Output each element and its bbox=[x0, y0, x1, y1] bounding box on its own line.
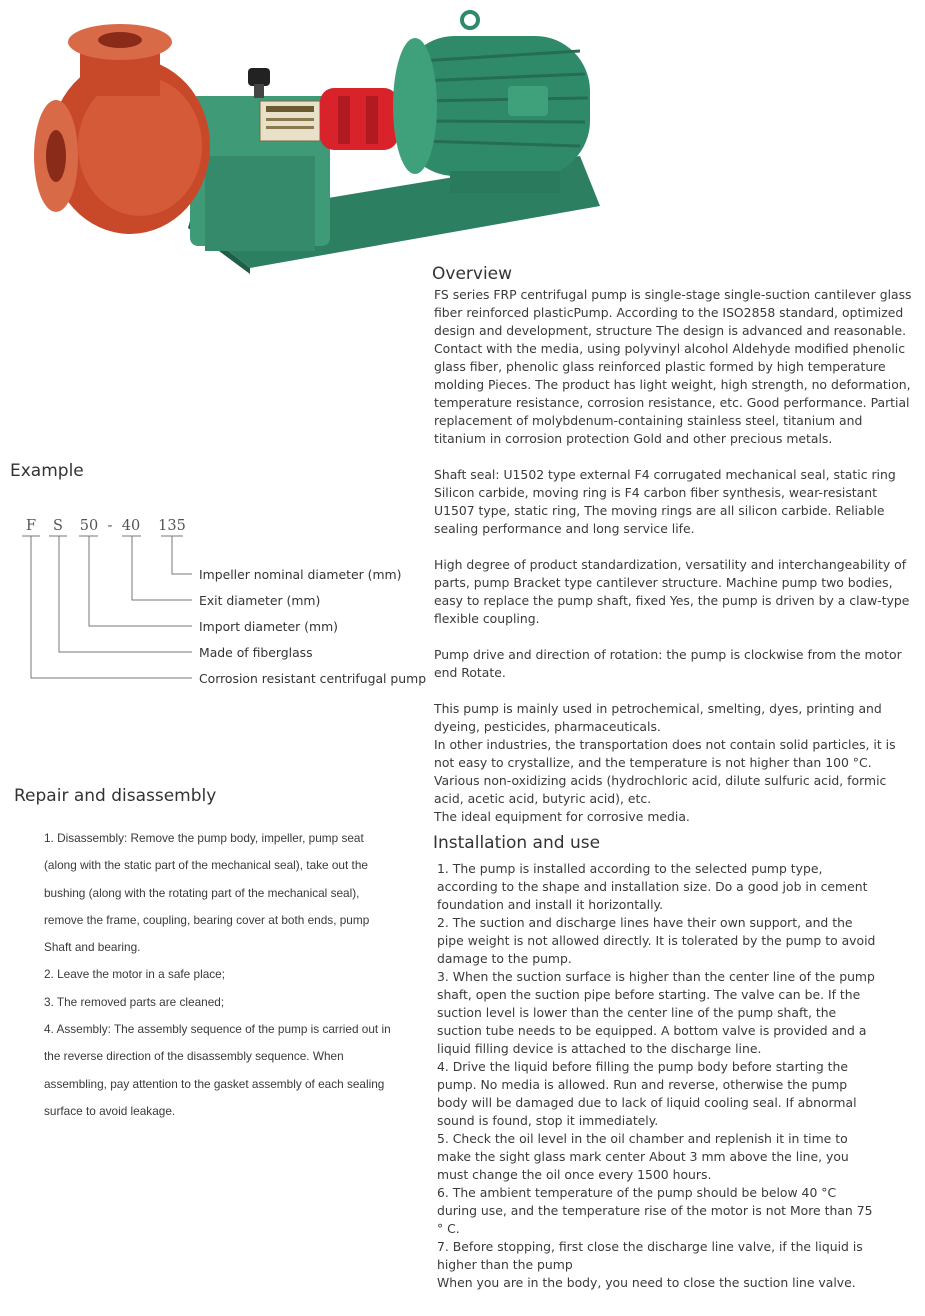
installation-item: 4. Drive the liquid before filling the pump body before starting the pump. No media is allowed. Run and reverse, otherwise the pump body will be damaged due to lack of liquid cooling seal. If abnormal sound is found, stop it immediately. bbox=[437, 1059, 857, 1128]
installation-heading: Installation and use bbox=[433, 833, 601, 853]
repair-text bbox=[44, 825, 394, 1125]
overview-paragraph: Shaft seal: U1502 type external F4 corrugated mechanical seal, static ring Silicon carbide, moving ring is F4 carbon fiber synthesis, wear-resistant U1507 type, static ring, The moving rings are all silicon carbide. Reliable sealing performance and long service life. bbox=[434, 467, 896, 536]
label-pump-type: Corrosion resistant centrifugal pump bbox=[199, 671, 427, 686]
installation-item: 6. The ambient temperature of the pump should be below 40 °C during use, and the temperature rise of the motor is not More than 75 ° C. bbox=[437, 1185, 873, 1236]
label-import-diameter: Import diameter (mm) bbox=[199, 619, 338, 634]
code-letter-s: S bbox=[53, 518, 63, 534]
overview-paragraph: High degree of product standardization, versatility and interchangeability of parts, pump Bracket type cantilever structure. Machine pump two bodies, easy to replace the pump shaft, fixed Yes, the pump is driven by a claw-type flexible coupling. bbox=[434, 557, 910, 626]
code-outlet: 40 bbox=[121, 518, 141, 534]
repair-item: 4. Assembly: The assembly sequence of the pump is carried out in the reverse direction of the disassembly sequence. When assembling, pay attention to the gasket assembly of each sealing surface to avoid leakage. bbox=[44, 1022, 391, 1118]
usage-line: The ideal equipment for corrosive media. bbox=[434, 809, 690, 824]
overview-paragraph: Pump drive and direction of rotation: the pump is clockwise from the motor end Rotate. bbox=[434, 647, 902, 680]
installation-item: 7. Before stopping, first close the discharge line valve, if the liquid is higher than the pump bbox=[437, 1239, 863, 1272]
code-letter-f: F bbox=[25, 518, 37, 534]
installation-item: 3. When the suction surface is higher than the center line of the pump shaft, open the suction pipe before starting. The valve can be. If the suction level is lower than the center line of the pump shaft, the suction tube needs to be equipped. A bottom valve is provided and a liquid filling device is attached to the discharge line. bbox=[437, 969, 875, 1056]
overview-heading: Overview bbox=[432, 264, 513, 284]
model-code-diagram bbox=[0, 505, 430, 705]
overview-paragraph: FS series FRP centrifugal pump is single-stage single-suction cantilever glass fiber reinforced plasticPump. According to the ISO2858 standard, optimized design and development, structure The design is advanced and reasonable. Contact with the media, using polyvinyl alcohol Aldehyde modified phenolic glass fiber, phenolic glass reinforced plastic formed by high temperature molding Pieces. The product has light weight, high strength, no deformation, temperature resistance, corrosion resistance, etc. Good performance. Partial replacement of molybdenum-containing stainless steel, titanium and titanium in corrosion protection Gold and other precious metals. bbox=[434, 287, 912, 446]
installation-item: 2. The suction and discharge lines have their own support, and the pipe weight is not allowed directly. It is tolerated by the pump to avoid damage to the pump. bbox=[437, 915, 876, 966]
installation-item: 1. The pump is installed according to the selected pump type, according to the shape and installation size. Do a good job in cement foundation and install it horizontally. bbox=[437, 861, 868, 912]
usage-line: Various non-oxidizing acids (hydrochloric acid, dilute sulfuric acid, formic acid, acetic acid, butyric acid), etc. bbox=[434, 773, 887, 806]
label-impeller-diameter: Impeller nominal diameter (mm) bbox=[199, 567, 402, 582]
label-material: Made of fiberglass bbox=[199, 645, 313, 660]
overview-text bbox=[434, 286, 912, 826]
repair-heading: Repair and disassembly bbox=[14, 786, 217, 806]
label-exit-diameter: Exit diameter (mm) bbox=[199, 593, 321, 608]
usage-line: In other industries, the transportation does not contain solid particles, it is not easy to crystallize, and the temperature is not higher than 100 °C. bbox=[434, 737, 896, 770]
usage-line: This pump is mainly used in petrochemical, smelting, dyes, printing and dyeing, pesticides, pharmaceuticals. bbox=[434, 701, 882, 734]
repair-item: 3. The removed parts are cleaned; bbox=[44, 994, 225, 1009]
code-impeller: 135 bbox=[158, 518, 186, 534]
repair-item: 2. Leave the motor in a safe place; bbox=[44, 967, 225, 982]
example-heading: Example bbox=[10, 461, 84, 481]
repair-item: 1. Disassembly: Remove the pump body, impeller, pump seat (along with the static part of the mechanical seal), take out the bushing (along with the rotating part of the mechanical seal), remove the frame, coupling, bearing cover at both ends, pump Shaft and bearing. bbox=[44, 831, 370, 955]
installation-text bbox=[437, 860, 877, 1292]
code-dash: - bbox=[107, 518, 113, 534]
code-inlet: 50 bbox=[79, 518, 99, 534]
installation-item: When you are in the body, you need to close the suction line valve. bbox=[437, 1275, 856, 1290]
installation-item: 5. Check the oil level in the oil chamber and replenish it in time to make the sight glass mark center About 3 mm above the line, you must change the oil once every 1500 hours. bbox=[437, 1131, 849, 1182]
pump-product-image bbox=[20, 6, 620, 276]
